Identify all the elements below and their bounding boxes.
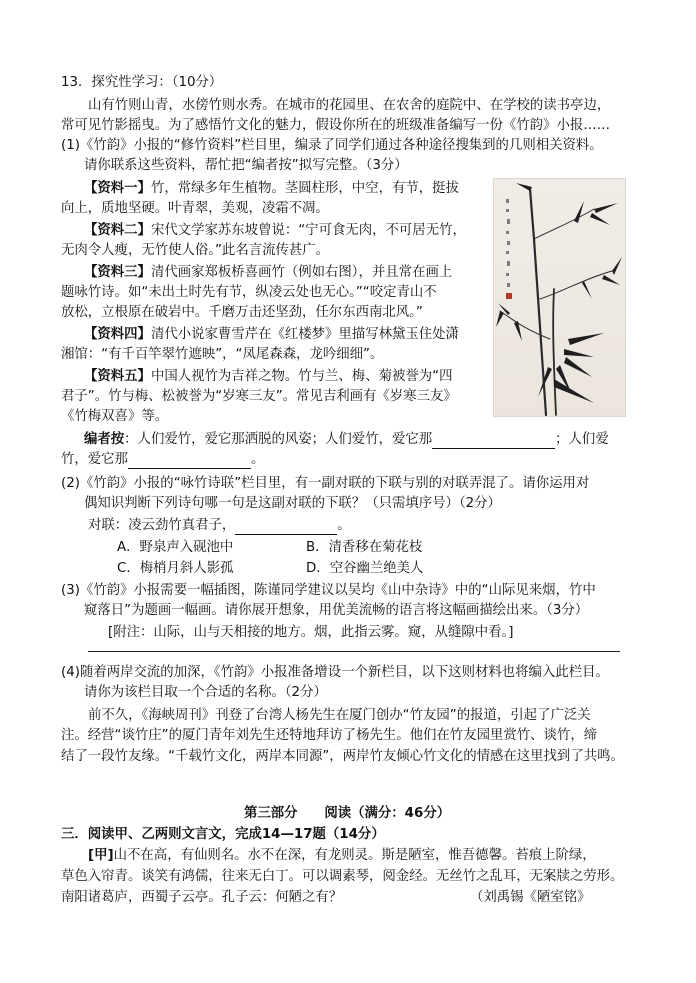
answer-blank-2[interactable] [128, 454, 251, 469]
subq2-line-1: (2)《竹韵》小报的“咏竹诗联”栏目里，有一副对联的下联与别的对联弄混了。请你运用对 [61, 476, 590, 491]
material-1-line-2: 向上，质地坚硬。叶青翠，美观，凌霜不凋。 [61, 201, 329, 216]
subq1-line-2: 请你联系这些资料，帮忙把“编者按”拟写完整。（3分） [84, 158, 408, 173]
subq4-line-2: 请你为该栏目取一个合适的名称。（2分） [84, 685, 327, 700]
material-3-line-3: 放松，立根原在破岩中。千磨万击还坚劲，任尔东西南北风。” [61, 305, 423, 320]
editor-note-text: 。 [250, 452, 265, 467]
passage-jia-line-3: 南阳诸葛庐，西蜀子云亭。孔子云：何陋之有？ [61, 890, 343, 905]
option-b: B．清香移在菊花枝 [306, 540, 423, 555]
option-d: D．空谷幽兰绝美人 [306, 561, 424, 576]
editor-note-line-2 [61, 451, 264, 469]
material-text: 竹，常绿多年生植物。茎圆柱形，中空，有节，挺拔 [150, 181, 459, 196]
calligraphy-inscription [506, 199, 510, 287]
question-13-heading: 13．探究性学习：（10分） [61, 75, 223, 90]
material-2-line-1 [84, 222, 466, 240]
answer-blank-1[interactable] [432, 434, 555, 449]
material-5-line-2: 君子”。竹与梅、松被誉为“岁寒三友”。常见吉利画有《岁寒三友》 [61, 389, 457, 404]
passage-jia-tag: [甲] [88, 848, 114, 863]
answer-line[interactable] [88, 651, 620, 652]
material-4-line-1 [84, 326, 459, 344]
subq3-line-1: (3)《竹韵》小报需要一幅插图，陈谨同学建议以吴均《山中杂诗》中的“山际见来烟，竹中 [61, 583, 596, 598]
passage-jia-line-1 [88, 847, 596, 865]
subq3-note: [附注：山际，山与天相接的地方。烟，此指云雾。窥，从缝隙中看。] [108, 625, 514, 640]
section-3-heading: 三．阅读甲、乙两则文言文，完成14—17题（14分） [61, 827, 385, 842]
material-text: 清代画家郑板桥喜画竹（例如右图），并且常在画上 [150, 265, 453, 280]
couplet-answer-blank[interactable] [235, 520, 337, 535]
option-c: C．梅梢月斜人影孤 [117, 561, 234, 576]
material-3-line-2: 题咏竹诗。如“未出土时先有节，纵凌云处也无心。”“咬定青山不 [61, 285, 437, 300]
bamboo-branch [534, 209, 594, 239]
subq2-line-2: 偶知识判断下列诗句哪一句是这副对联的下联？（只需填序号）（2分） [84, 496, 501, 511]
part-3-title: 第三部分 阅读（满分：46分） [244, 806, 451, 821]
subq3-line-2: 窥落日”为题画一幅画。请你展开想象，用优美流畅的语言将这幅画描绘出来。（3分） [84, 603, 589, 618]
material-tag: 【资料三】 [84, 265, 151, 280]
bamboo-branch [540, 271, 612, 299]
couplet-end: 。 [337, 518, 351, 533]
material-tag: 【资料五】 [84, 369, 151, 384]
subq4-text-3: 结了一段竹友缘。“千载竹文化，两岸本同源”，两岸竹友倾心竹文化的情感在这里找到了共鸣。 [61, 749, 624, 764]
passage-jia-text: 山不在高，有仙则名。水不在深，有龙则灵。斯是陋室，惟吾德馨。苔痕上阶绿， [113, 848, 596, 863]
bamboo-branch [500, 311, 550, 339]
subq4-text-2: 注。经营“谈竹庄”的厦门青年刘先生还特地拜访了杨先生。他们在竹友园里赏竹、谈竹，缔 [61, 728, 598, 743]
seal-stamp [506, 293, 512, 299]
subq4-line-1: (4)随着两岸交流的加深，《竹韵》小报准备增设一个新栏目，以下这则材料也将编入此栏目。 [61, 665, 609, 680]
material-tag: 【资料二】 [84, 223, 151, 238]
couplet-line [88, 517, 351, 535]
material-text: 宋代文学家苏东坡曾说：“宁可食无肉，不可居无竹， [150, 223, 466, 238]
editor-note-line-1 [84, 431, 609, 449]
editor-note-text: ；人们爱 [555, 432, 609, 447]
passage-jia-source: （刘禹锡《陋室铭》 [470, 890, 591, 905]
bamboo-painting-image [493, 178, 626, 417]
material-text: 中国人视竹为吉祥之物。竹与兰、梅、菊被誉为“四 [150, 369, 453, 384]
material-text: 清代小说家曹雪芹在《红楼梦》里描写林黛玉住处潇 [150, 327, 459, 342]
subq4-text-1: 前不久，《海峡周刊》刊登了台湾人杨先生在厦门创办“竹友园”的报道，引起了广泛关 [88, 708, 591, 723]
material-4-line-2: 湘馆：“有千百竿翠竹遮映”，“凤尾森森，龙吟细细”。 [61, 347, 384, 362]
subq1-line-1: (1)《竹韵》小报的“修竹资料”栏目里，编录了同学们通过各种途径搜集到的几则相关资料。 [61, 138, 603, 153]
option-a: A．野泉声入砚池中 [117, 540, 234, 555]
intro-line-1: 山有竹则山青，水傍竹则水秀。在城市的花园里、在农舍的庭院中、在学校的读书亭边， [88, 98, 611, 113]
editor-note-text: ：人们爱竹，爱它那洒脱的风姿；人们爱竹，爱它那 [124, 432, 433, 447]
material-tag: 【资料四】 [84, 327, 151, 342]
editor-note-text: 竹，爱它那 [61, 452, 128, 467]
intro-line-2: 常可见竹影摇曳。为了感悟竹文化的魅力，假设你所在的班级准备编写一份《竹韵》小报…… [61, 118, 611, 133]
material-3-line-1 [84, 264, 452, 282]
material-tag: 【资料一】 [84, 181, 151, 196]
material-1-line-1 [84, 180, 459, 198]
material-2-line-2: 无肉令人瘦，无竹使人俗。”此名言流传甚广。 [61, 243, 330, 258]
couplet-label: 对联：凌云劲竹真君子， [88, 518, 236, 533]
bamboo-leaves [496, 183, 622, 403]
material-5-line-3: 《竹梅双喜》等。 [61, 409, 169, 424]
bamboo-stem [553, 289, 556, 415]
passage-jia-line-2: 草色入帘青。谈笑有鸿儒，往来无白丁。可以调素琴，阅金经。无丝竹之乱耳，无案牍之劳形。 [61, 869, 624, 884]
bamboo-painting-svg [494, 179, 625, 416]
editor-note-label: 编者按 [84, 432, 125, 447]
material-5-line-1 [84, 368, 452, 386]
